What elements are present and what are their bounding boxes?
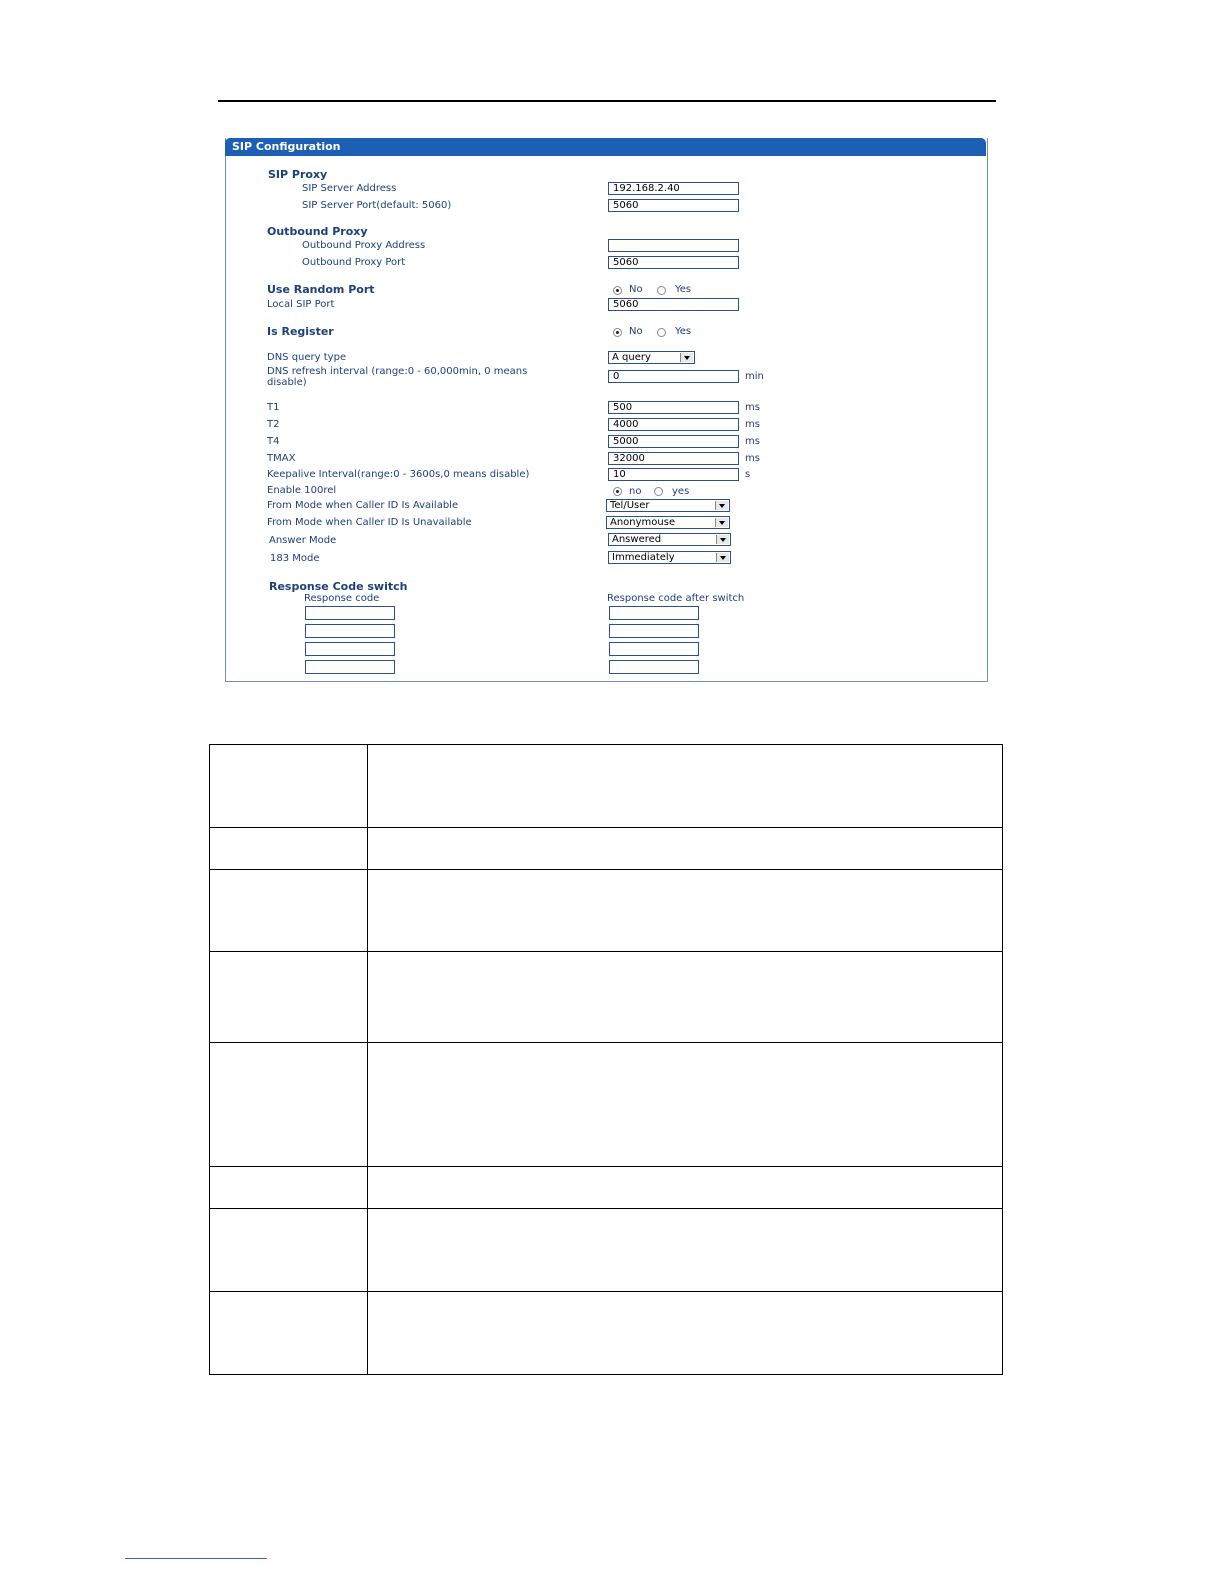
outbound-proxy-port-label: Outbound Proxy Port — [302, 257, 406, 268]
outbound-proxy-address-label: Outbound Proxy Address — [302, 240, 426, 251]
keepalive-label: Keepalive Interval(range:0 - 3600s,0 means disable) — [267, 469, 530, 480]
sip-server-port-label: SIP Server Port(default: 5060) — [302, 200, 452, 211]
rel100-no-radio[interactable] — [613, 487, 622, 496]
header-rule — [218, 100, 996, 102]
response-code-switch-heading: Response Code switch — [269, 580, 408, 593]
dns-refresh-label-line1: DNS refresh interval (range:0 - 60,000min, 0 means — [267, 366, 528, 377]
mode-183-value: Immediately — [612, 552, 675, 563]
from-mode-unavailable-select[interactable] — [606, 516, 730, 529]
table-row — [210, 1292, 1003, 1375]
sip-configuration-panel — [225, 138, 988, 682]
response-code-after-input-4[interactable] — [609, 660, 699, 674]
table-cell — [368, 745, 1003, 828]
dns-refresh-label-line2: disable) — [267, 377, 307, 388]
table-cell — [368, 1209, 1003, 1292]
tmax-label: TMAX — [267, 453, 296, 464]
register-no-label: No — [629, 326, 643, 337]
dns-query-type-select[interactable] — [608, 351, 695, 364]
table-cell — [368, 952, 1003, 1043]
chevron-down-icon — [716, 553, 729, 562]
register-yes-label: Yes — [675, 326, 692, 337]
table-row — [210, 828, 1003, 870]
table-row — [210, 952, 1003, 1043]
keepalive-unit: s — [745, 469, 751, 480]
rel100-yes-radio[interactable] — [654, 487, 663, 496]
t1-input[interactable]: 500 — [608, 401, 739, 414]
from-mode-available-select[interactable] — [606, 499, 730, 512]
t4-label: T4 — [267, 436, 280, 447]
t2-unit: ms — [745, 419, 760, 430]
t1-label: T1 — [267, 402, 280, 413]
outbound-proxy-heading: Outbound Proxy — [267, 225, 368, 238]
parameter-description-table — [209, 744, 1003, 1375]
table-cell — [210, 1043, 368, 1167]
footer-link-underline — [125, 1558, 267, 1559]
outbound-proxy-port-input[interactable]: 5060 — [608, 256, 739, 269]
panel-title: SIP Configuration — [225, 138, 986, 156]
response-code-input-3[interactable] — [305, 642, 395, 656]
from-mode-unavailable-label: From Mode when Caller ID Is Unavailable — [267, 517, 472, 528]
random-port-no-label: No — [629, 284, 643, 295]
table-cell — [368, 828, 1003, 870]
table-cell — [210, 1292, 368, 1375]
register-no-radio[interactable] — [613, 328, 622, 337]
local-sip-port-label: Local SIP Port — [267, 299, 335, 310]
chevron-down-icon — [680, 353, 693, 362]
sip-server-address-label: SIP Server Address — [302, 183, 397, 194]
dns-refresh-unit: min — [745, 371, 764, 382]
table-row — [210, 1209, 1003, 1292]
chevron-down-icon — [715, 501, 728, 510]
table-cell — [210, 870, 368, 952]
response-code-input-1[interactable] — [305, 606, 395, 620]
t4-unit: ms — [745, 436, 760, 447]
t2-label: T2 — [267, 419, 280, 430]
random-port-no-radio[interactable] — [613, 286, 622, 295]
keepalive-input[interactable]: 10 — [608, 468, 739, 481]
answer-mode-value: Answered — [612, 534, 662, 545]
local-sip-port-input[interactable]: 5060 — [608, 298, 739, 311]
response-code-after-input-3[interactable] — [609, 642, 699, 656]
dns-query-type-value: A query — [612, 352, 651, 363]
is-register-heading: Is Register — [267, 325, 334, 338]
rel100-yes-label: yes — [672, 486, 690, 497]
response-code-column-header: Response code — [304, 593, 380, 604]
answer-mode-label: Answer Mode — [269, 535, 337, 546]
table-row — [210, 870, 1003, 952]
table-cell — [210, 1167, 368, 1209]
answer-mode-select[interactable] — [608, 533, 731, 546]
outbound-proxy-address-input[interactable] — [608, 239, 739, 252]
response-code-input-4[interactable] — [305, 660, 395, 674]
table-cell — [210, 1209, 368, 1292]
dns-refresh-input[interactable]: 0 — [608, 370, 739, 383]
response-code-after-switch-column-header: Response code after switch — [607, 593, 745, 604]
chevron-down-icon — [715, 518, 728, 527]
table-row — [210, 745, 1003, 828]
t1-unit: ms — [745, 402, 760, 413]
random-port-yes-label: Yes — [675, 284, 692, 295]
random-port-yes-radio[interactable] — [657, 286, 666, 295]
table-cell — [210, 828, 368, 870]
t4-input[interactable]: 5000 — [608, 435, 739, 448]
table-row — [210, 1167, 1003, 1209]
dns-query-type-label: DNS query type — [267, 352, 347, 363]
table-cell — [368, 870, 1003, 952]
tmax-unit: ms — [745, 453, 760, 464]
table-cell — [368, 1292, 1003, 1375]
tmax-input[interactable]: 32000 — [608, 452, 739, 465]
rel100-no-label: no — [629, 486, 642, 497]
response-code-input-2[interactable] — [305, 624, 395, 638]
mode-183-select[interactable] — [608, 551, 731, 564]
from-mode-available-value: Tel/User — [610, 500, 650, 511]
table-cell — [210, 952, 368, 1043]
register-yes-radio[interactable] — [657, 328, 666, 337]
sip-proxy-heading: SIP Proxy — [268, 168, 328, 181]
table-cell — [210, 745, 368, 828]
from-mode-available-label: From Mode when Caller ID Is Available — [267, 500, 459, 511]
response-code-after-input-2[interactable] — [609, 624, 699, 638]
t2-input[interactable]: 4000 — [608, 418, 739, 431]
mode-183-label: 183 Mode — [270, 553, 320, 564]
from-mode-unavailable-value: Anonymouse — [610, 517, 676, 528]
enable-100rel-label: Enable 100rel — [267, 485, 337, 496]
sip-server-port-input[interactable]: 5060 — [608, 199, 739, 212]
response-code-after-input-1[interactable] — [609, 606, 699, 620]
table-row — [210, 1043, 1003, 1167]
use-random-port-heading: Use Random Port — [267, 283, 375, 296]
table-cell — [368, 1043, 1003, 1167]
chevron-down-icon — [716, 535, 729, 544]
sip-server-address-input[interactable]: 192.168.2.40 — [608, 182, 739, 195]
table-cell — [368, 1167, 1003, 1209]
